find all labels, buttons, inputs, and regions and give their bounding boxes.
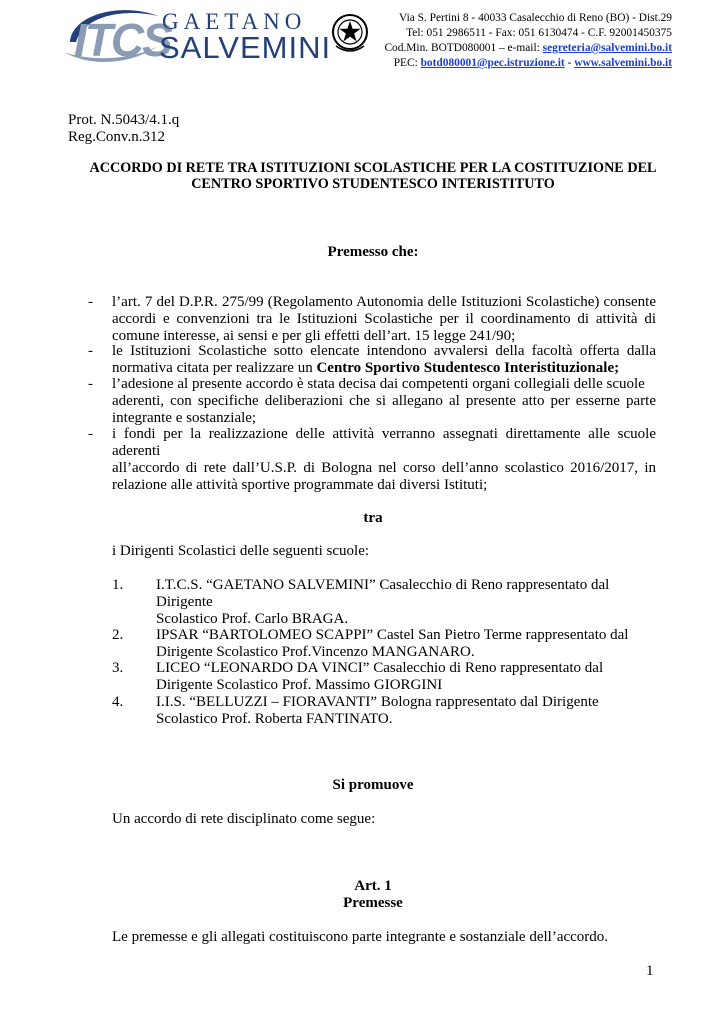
page-number: 1	[646, 963, 654, 979]
bullet-line: l’adesione al presente accordo è stata decisa dai competenti organi collegiali delle scuole	[112, 376, 645, 392]
article-1-text: Le premesse e gli allegati costituiscono parte integrante e sostanziale dell’accordo.	[112, 929, 609, 945]
centro-sportivo-emphasis: Centro Sportivo Studentesco Interistituzionale;	[316, 360, 620, 376]
pec-link[interactable]: botd080001@pec.istruzione.it	[420, 57, 565, 69]
school-item-4	[156, 694, 656, 728]
italian-republic-emblem-icon	[330, 8, 370, 56]
bullet-line: i fondi per la realizzazione delle attività verranno assegnati direttamente alle scuole aderenti	[112, 426, 656, 459]
school-number: 3.	[112, 660, 124, 676]
school-line: I.T.C.S. “GAETANO SALVEMINI” Casalecchio di Reno rappresentato dal	[156, 577, 610, 593]
school-line: Dirigente Scolastico Prof. Massimo GIORGINI	[156, 677, 443, 693]
bullet-line: all’accordo di rete dall’U.S.P. di Bologna nel corso dell’anno scolastico 2016/2017, in	[112, 460, 656, 476]
bullet-line: accordi e convenzioni tra le Istituzioni Scolastiche per il coordinamento di attività di	[112, 311, 656, 327]
protocol-number: Prot. N.5043/4.1.q	[68, 112, 180, 128]
website-link[interactable]: www.salvemini.bo.it	[574, 57, 672, 69]
accordo-intro: Un accordo di rete disciplinato come segue:	[112, 811, 376, 827]
registration-number: Reg.Conv.n.312	[68, 129, 165, 145]
school-number: 2.	[112, 627, 124, 643]
school-line: Scolastico Prof. Roberta FANTINATO.	[156, 711, 393, 727]
school-logo	[62, 4, 332, 68]
school-line: IPSAR “BARTOLOMEO SCAPPI” Castel San Pietro Terme rappresentato dal	[156, 627, 629, 643]
school-address: Via S. Pertini 8 - 40033 Casalecchio di Reno (BO) - Dist.29	[399, 12, 672, 24]
school-number: 1.	[112, 577, 124, 593]
document-title-line-1: ACCORDO DI RETE TRA ISTITUZIONI SCOLASTICHE PER LA COSTITUZIONE DEL	[89, 160, 657, 176]
bullet-item-4	[112, 426, 656, 494]
bullet-dash: -	[88, 376, 93, 392]
school-item-3	[156, 660, 656, 694]
bullet-item-2	[112, 343, 656, 377]
premesso-heading: Premesso che:	[327, 244, 419, 260]
bullet-line: l’art. 7 del D.P.R. 275/99 (Regolamento Autonomia delle Istituzioni Scolastiche) consente	[112, 294, 656, 310]
bullet-line: le Istituzioni Scolastiche sotto elencate intendono avvalersi della facoltà offerta dalla	[112, 343, 656, 359]
school-pec-row	[378, 56, 672, 71]
pec-separator: -	[564, 57, 575, 69]
bullet-line: integrante e sostanziale;	[112, 410, 257, 426]
bullet-line: relazione alle attività sportive programmate dai diversi Istituti;	[112, 477, 488, 493]
si-promuove-heading: Si promuove	[332, 777, 414, 793]
school-line: LICEO “LEONARDO DA VINCI” Casalecchio di Reno rappresentato dal	[156, 660, 604, 676]
school-contact-block	[378, 11, 672, 71]
school-line: Dirigente	[156, 594, 213, 610]
school-line: I.I.S. “BELLUZZI – FIORAVANTI” Bologna rappresentato dal Dirigente	[156, 694, 599, 710]
bullet-line: aderenti, con specifiche deliberazioni che si allegano al presente atto per esserne parte	[112, 393, 656, 409]
school-line: Scolastico Prof. Carlo BRAGA.	[156, 611, 349, 627]
bullet-item-3	[112, 376, 656, 427]
bullet-line: comune interesse, ai sensi e per gli effetti dell’art. 15 legge 241/90;	[112, 328, 516, 344]
bullet-line	[112, 360, 656, 377]
school-codmin-email-row	[378, 41, 672, 56]
dirigenti-intro: i Dirigenti Scolastici delle seguenti scuole:	[112, 543, 370, 559]
logo-gaetano-text: GAETANO	[162, 9, 307, 34]
pec-label: PEC:	[393, 57, 421, 69]
school-line: Dirigente Scolastico Prof.Vincenzo MANGANARO.	[156, 644, 475, 660]
document-title-line-2: CENTRO SPORTIVO STUDENTESCO INTERISTITUTO	[191, 176, 555, 192]
school-number: 4.	[112, 694, 124, 710]
tra-heading: tra	[363, 510, 383, 526]
bullet-dash: -	[88, 426, 93, 442]
logo-itcs-text: ITCS	[74, 14, 171, 66]
bullet-dash: -	[88, 343, 93, 359]
article-1-title: Art. 1	[354, 878, 392, 894]
logo-salvemini-text: SALVEMINI	[159, 30, 332, 65]
bullet-dash: -	[88, 294, 93, 310]
bullet-item-1	[112, 294, 656, 345]
school-item-1	[156, 577, 656, 628]
bullet-line-prefix: normativa citata per realizzare un	[112, 360, 317, 376]
school-phone-fax: Tel: 051 2986511 - Fax: 051 6130474 - C.F. 92001450375	[406, 27, 672, 39]
email-link[interactable]: segreteria@salvemini.bo.it	[542, 42, 672, 54]
codmin-text: Cod.Min. BOTD080001 – e-mail:	[384, 42, 543, 54]
article-1-subtitle: Premesse	[343, 895, 403, 911]
school-item-2	[156, 627, 656, 661]
